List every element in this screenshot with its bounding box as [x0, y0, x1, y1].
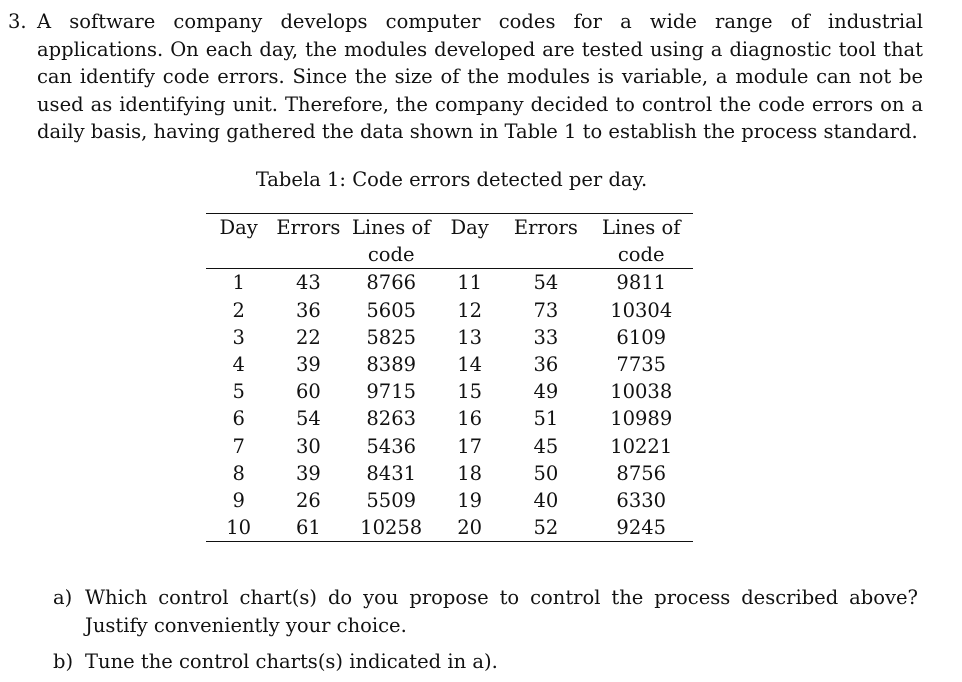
cell-errors: 22 — [295, 325, 321, 349]
header-day-2: Day — [450, 216, 489, 239]
question-b — [53, 648, 918, 676]
table-row — [206, 405, 693, 432]
header-errors: Errors — [276, 216, 341, 239]
cell-day: 5 — [232, 380, 245, 404]
table-body — [206, 269, 693, 542]
cell-day-2: 18 — [457, 461, 483, 485]
cell-errors: 43 — [295, 271, 321, 295]
cell-errors-2: 73 — [533, 298, 559, 322]
header-errors-2: Errors — [513, 216, 578, 239]
question-a — [53, 584, 918, 640]
cell-errors-2: 54 — [533, 271, 559, 295]
cell-errors-2: 33 — [533, 325, 559, 349]
cell-errors: 30 — [295, 434, 321, 458]
cell-lines-of-code: 8766 — [366, 271, 417, 295]
cell-day: 8 — [232, 461, 245, 485]
cell-day-2: 17 — [457, 434, 483, 458]
cell-day: 1 — [232, 271, 245, 295]
cell-lines-of-code-2: 9245 — [616, 516, 667, 540]
cell-day: 2 — [232, 298, 245, 322]
cell-day-2: 12 — [457, 298, 483, 322]
table-row — [206, 297, 693, 324]
cell-errors: 54 — [295, 407, 321, 431]
header-lines-of-code-cont: code — [367, 243, 415, 267]
cell-lines-of-code: 9715 — [366, 380, 417, 404]
problem-statement — [8, 8, 923, 146]
cell-lines-of-code: 8431 — [366, 461, 417, 485]
cell-errors-2: 36 — [533, 353, 559, 377]
header-lines-of-code-2-cont: code — [617, 243, 665, 267]
cell-day-2: 19 — [457, 489, 483, 513]
cell-errors-2: 51 — [533, 407, 559, 431]
cell-errors: 36 — [295, 298, 321, 322]
cell-day: 9 — [232, 489, 245, 513]
question-label: a) — [53, 586, 73, 609]
table-row — [206, 487, 693, 514]
cell-lines-of-code: 10258 — [360, 516, 423, 540]
cell-lines-of-code: 5605 — [366, 298, 417, 322]
question-text: Tune the control charts(s) indicated in a). — [85, 650, 498, 673]
header-errors-2-cont — [502, 241, 589, 269]
cell-lines-of-code-2: 10989 — [610, 407, 673, 431]
table-row — [206, 324, 693, 351]
cell-day: 3 — [232, 325, 245, 349]
cell-day-2: 11 — [457, 271, 483, 295]
cell-lines-of-code-2: 6330 — [616, 489, 667, 513]
cell-day: 6 — [232, 407, 245, 431]
cell-lines-of-code: 8263 — [366, 407, 417, 431]
header-day-2-cont — [437, 241, 502, 269]
cell-errors: 39 — [295, 353, 321, 377]
header-day-cont — [206, 241, 271, 269]
cell-day-2: 16 — [457, 407, 483, 431]
cell-errors-2: 45 — [533, 434, 559, 458]
cell-day-2: 15 — [457, 380, 483, 404]
cell-day-2: 14 — [457, 353, 483, 377]
problem-number: 3. — [8, 10, 27, 33]
cell-lines-of-code: 5509 — [366, 489, 417, 513]
table-row — [206, 351, 693, 378]
question-list — [53, 584, 918, 676]
table-row — [206, 269, 693, 297]
cell-day: 7 — [232, 434, 245, 458]
header-lines-of-code: Lines of — [351, 216, 431, 239]
cell-lines-of-code-2: 10221 — [610, 434, 673, 458]
table-row — [206, 460, 693, 487]
header-errors-cont — [271, 241, 345, 269]
cell-day: 10 — [226, 516, 252, 540]
table-header-row — [206, 214, 693, 242]
cell-lines-of-code-2: 6109 — [616, 325, 667, 349]
problem-text: A software company develops computer codes for a wide range of industrial applications. On each day, the modules developed are tested using a diagnostic tool that can identify code errors. Since the size of the modules is variable, a module can not be used as identifying unit. Therefore, the company decided to control the code errors on a daily basis, having gathered the data shown in Table 1 to establish the process standard. — [37, 10, 923, 143]
cell-errors-2: 40 — [533, 489, 559, 513]
cell-lines-of-code-2: 9811 — [616, 271, 667, 295]
cell-errors-2: 50 — [533, 461, 559, 485]
cell-day-2: 13 — [457, 325, 483, 349]
cell-day-2: 20 — [457, 516, 483, 540]
cell-day: 4 — [232, 353, 245, 377]
cell-lines-of-code-2: 8756 — [616, 461, 667, 485]
cell-lines-of-code: 5436 — [366, 434, 417, 458]
cell-lines-of-code: 5825 — [366, 325, 417, 349]
cell-lines-of-code-2: 7735 — [616, 353, 667, 377]
header-lines-of-code-2: Lines of — [602, 216, 681, 239]
cell-lines-of-code: 8389 — [366, 353, 417, 377]
data-table — [206, 213, 693, 542]
cell-lines-of-code-2: 10304 — [610, 298, 673, 322]
cell-errors: 61 — [295, 516, 321, 540]
table-row — [206, 514, 693, 542]
cell-errors: 60 — [295, 380, 321, 404]
cell-errors: 26 — [295, 489, 321, 513]
cell-lines-of-code-2: 10038 — [610, 380, 673, 404]
question-text: Which control chart(s) do you propose to control the process described above? Justify conveniently your choice. — [85, 586, 918, 637]
question-label: b) — [53, 650, 74, 673]
table-row — [206, 433, 693, 460]
table-caption: Tabela 1: Code errors detected per day. — [255, 168, 648, 191]
cell-errors-2: 49 — [533, 380, 559, 404]
cell-errors-2: 52 — [533, 516, 559, 540]
table-row — [206, 378, 693, 405]
cell-errors: 39 — [295, 461, 321, 485]
table-header-row-2 — [206, 241, 693, 269]
code-errors-table — [206, 213, 693, 542]
header-day: Day — [219, 216, 258, 239]
